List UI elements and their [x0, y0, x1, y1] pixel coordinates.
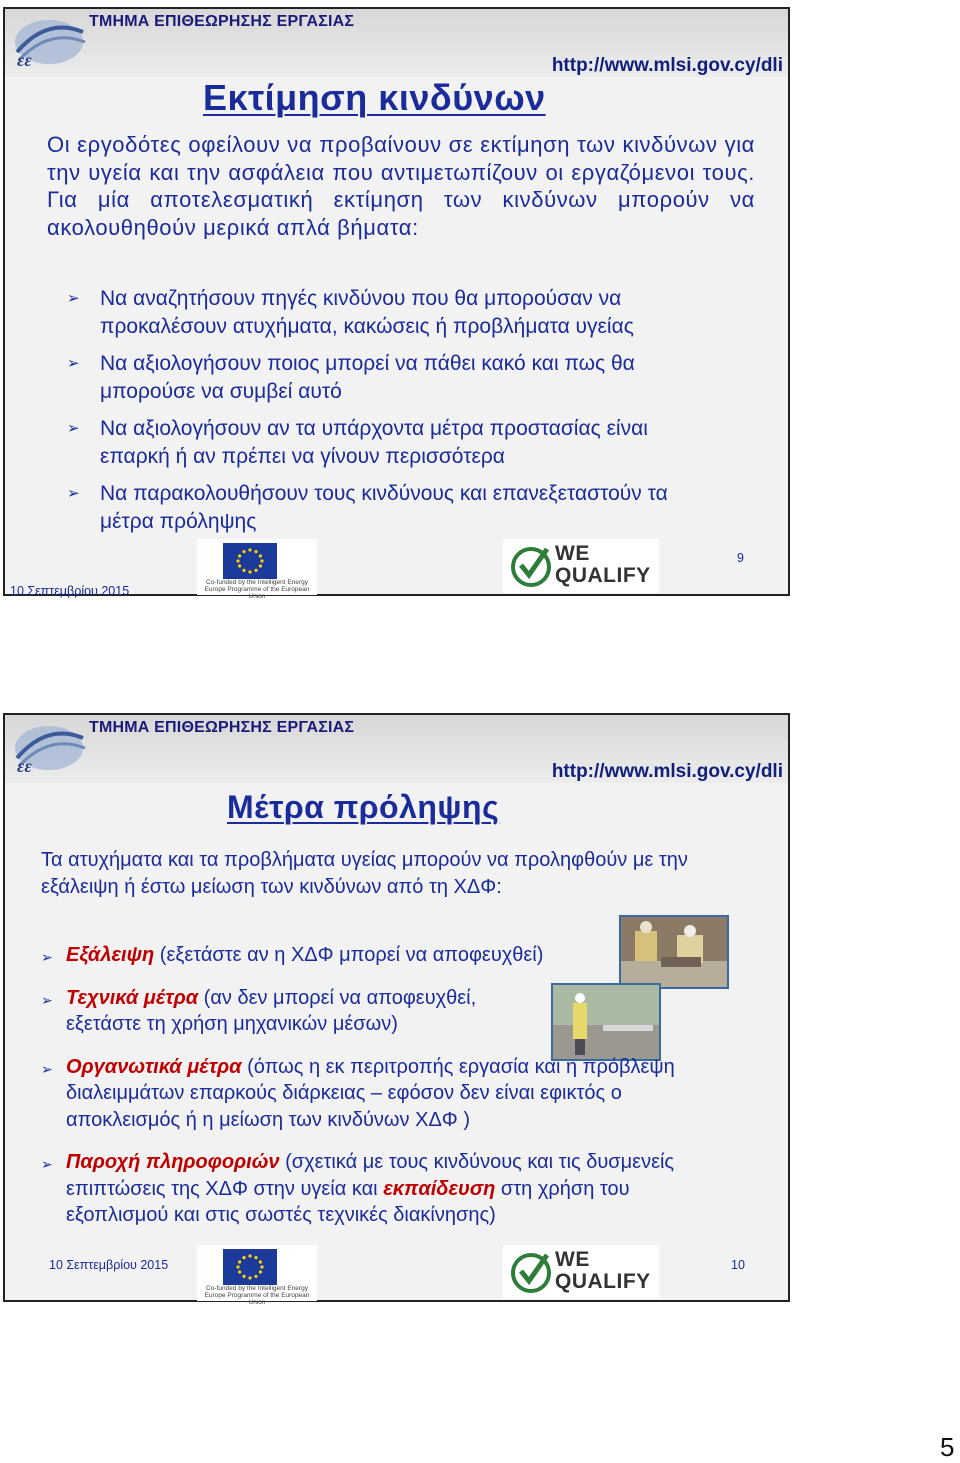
- slide-10: [3, 713, 790, 1306]
- list-item: ➢ Να αξιολογήσουν αν τα υπάρχοντα μέτρα προστασίας είναι επαρκή ή αν πρέπει να γίνουν περισσότερα: [67, 417, 648, 468]
- eu-flag-icon: [223, 543, 277, 579]
- slide-number: 10: [731, 1258, 745, 1272]
- document-page-number: 5: [940, 1432, 955, 1462]
- arrowhead-bullet-icon: ➢: [41, 1156, 53, 1172]
- arrowhead-bullet-icon: ➢: [67, 485, 80, 502]
- list-item: ➢ Τεχνικά μέτρα (αν δεν μπορεί να αποφευχθεί, εξετάστε τη χρήση μηχανικών μέσων): [41, 986, 477, 1035]
- arrowhead-bullet-icon: ➢: [41, 1060, 53, 1077]
- arrowhead-bullet-icon: ➢: [41, 991, 53, 1008]
- list-item: ➢ Εξάλειψη (εξετάστε αν η ΧΔΦ μπορεί να αποφευχθεί): [41, 942, 701, 969]
- check-circle-icon: [509, 543, 553, 587]
- list-item: ➢ Παροχή πληροφοριών (σχετικά με τους κινδύνους και τις δυσμενείς επιπτώσεις της ΧΔΦ στην υγεία και εκπαίδευση στη χρήση του εξοπλισμού και στις σωστές τεχνικές διακίνησης): [41, 1151, 675, 1226]
- slide-number: 9: [737, 551, 744, 565]
- svg-text:εε: εε: [17, 50, 32, 70]
- slide-title: Εκτίμηση κινδύνων: [203, 77, 546, 118]
- list-item: ➢ Να αξιολογήσουν ποιος μπορεί να πάθει κακό και πως θα μπορούσε να συμβεί αυτό: [67, 352, 635, 403]
- arrowhead-bullet-icon: ➢: [41, 949, 53, 965]
- list-item: ➢ Οργανωτικά μέτρα (όπως η εκ περιτροπής εργασία και η πρόβλεψη διαλειμμάτων επαρκούς διάρκειας – εφόσον δεν είναι εφικτός ο αποκλεισμός ή η μείωση των κινδύνων ΧΔΦ ): [41, 1055, 675, 1131]
- measures-list: [41, 942, 701, 1245]
- footer-date: 10 Σεπτεμβρίου 2015: [49, 1258, 169, 1272]
- eu-caption: Co-funded by the Intelligent Energy Europe Programme of the European Union: [204, 579, 310, 600]
- eu-cofunding-logo: [197, 1245, 317, 1306]
- intro-paragraph: Οι εργοδότες οφείλουν να προβαίνουν σε εκτίμηση των κινδύνων για την υγεία και την ασφάλεια που αντιμετωπίζουν οι εργαζόμενοι τους. Για μία αποτελεσματική εκτίμηση των κινδύνων μπορούν να ακολουθηθούν μερικά απλά βήματα:: [47, 132, 755, 240]
- department-name: ΤΜΗΜΑ ΕΠΙΘΕΩΡΗΣΗΣ ΕΡΓΑΣΙΑΣ: [89, 13, 355, 30]
- list-item: ➢ Να αναζητήσουν πηγές κινδύνου που θα μπορούσαν να προκαλέσουν ατυχήματα, κακώσεις ή προβλήματα υγείας: [67, 287, 634, 338]
- list-item: ➢ Να παρακολουθήσουν τους κινδύνους και επανεξεταστούν τα μέτρα πρόληψης: [67, 482, 668, 533]
- svg-text:εε: εε: [17, 756, 32, 776]
- eu-flag-icon: [223, 1249, 277, 1285]
- arrowhead-bullet-icon: ➢: [67, 290, 80, 307]
- intro-paragraph: Τα ατυχήματα και τα προβλήματα υγείας μπορούν να προληφθούν με την εξάλειψη ή έστω μείωση των κινδύνων από τη ΧΔΦ:: [41, 849, 688, 898]
- eu-cofunding-logo: [197, 539, 317, 600]
- arrowhead-bullet-icon: ➢: [67, 420, 80, 437]
- footer-date: 10 Σεπτεμβρίου 2015: [10, 584, 130, 598]
- arrowhead-bullet-icon: ➢: [67, 355, 80, 372]
- slide-title: Μέτρα πρόληψης: [227, 789, 500, 825]
- ministry-logo-icon: [7, 718, 87, 780]
- department-name: ΤΜΗΜΑ ΕΠΙΘΕΩΡΗΣΗΣ ΕΡΓΑΣΙΑΣ: [89, 719, 355, 736]
- slide-9: [3, 7, 790, 600]
- ministry-logo-icon: [7, 12, 87, 74]
- eu-caption: Co-funded by the Intelligent Energy Europe Programme of the European Union: [204, 1285, 310, 1306]
- website-link[interactable]: http://www.mlsi.gov.cy/dli: [551, 761, 783, 782]
- we-qualify-logo: WE QUALIFY: [503, 539, 659, 593]
- website-link[interactable]: http://www.mlsi.gov.cy/dli: [551, 55, 783, 76]
- check-circle-icon: [509, 1249, 553, 1293]
- we-qualify-logo: WE QUALIFY: [503, 1245, 659, 1299]
- steps-list: [67, 285, 707, 545]
